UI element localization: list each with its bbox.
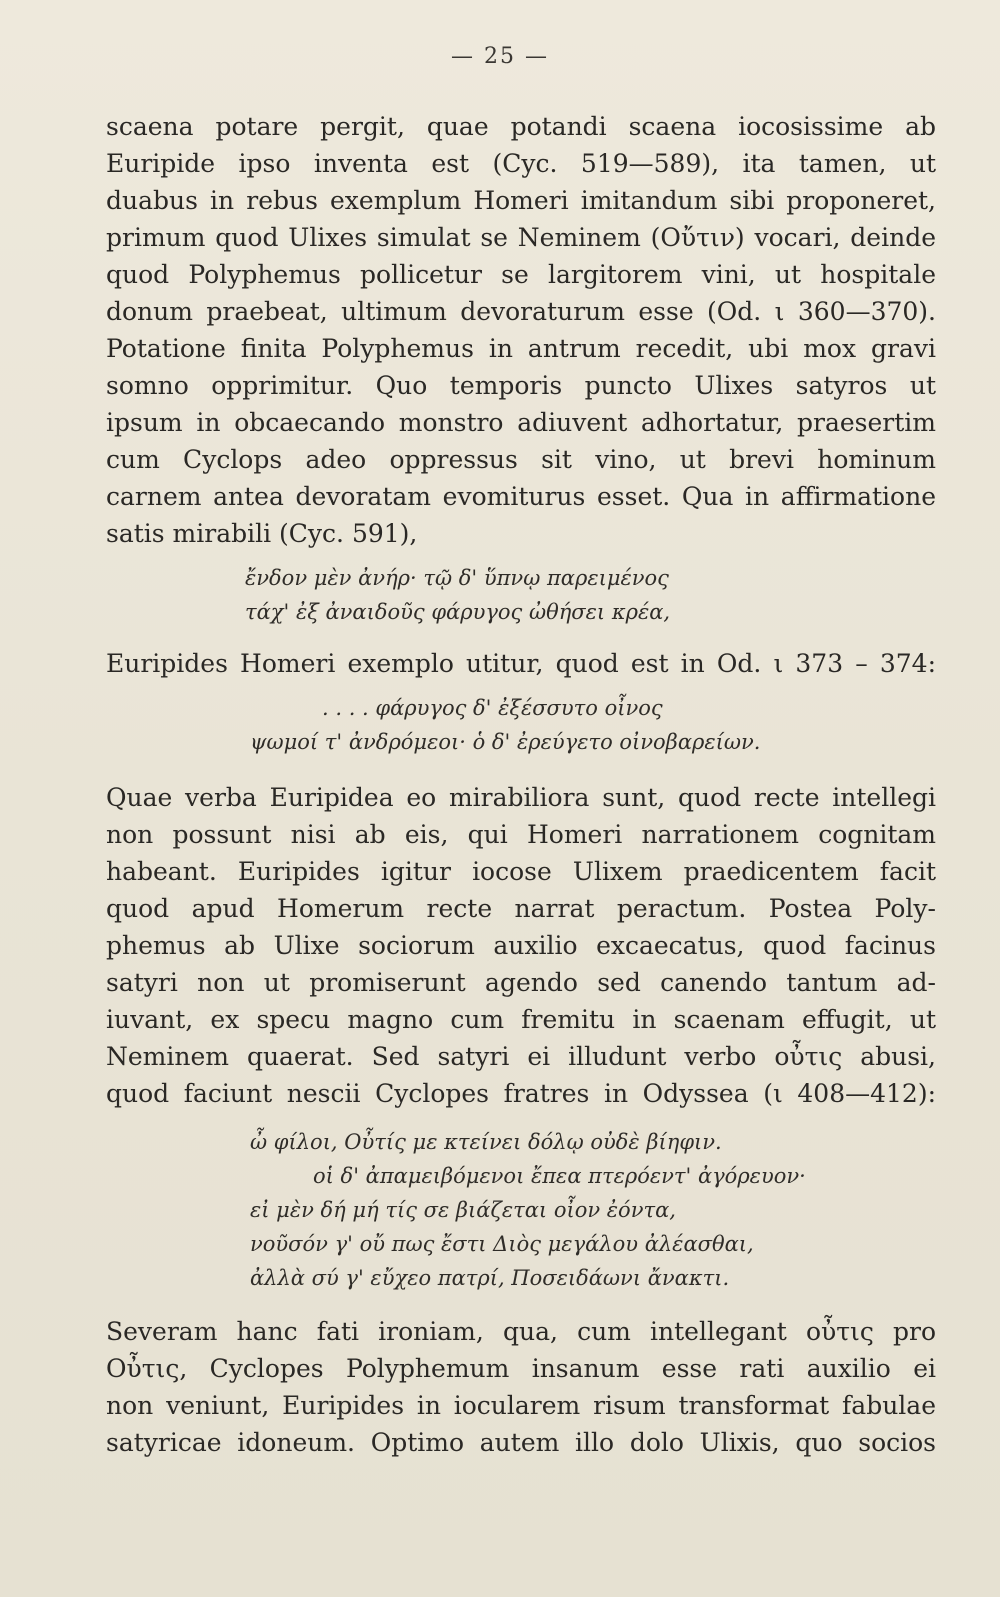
- text-line: donum praebeat, ultimum devoraturum esse (Od. ι 360—370).: [106, 297, 936, 326]
- text-line: quod faciunt nescii Cyclopes fratres in Odyssea (ι 408—412):: [106, 1079, 936, 1108]
- text-line: habeant. Euripides igitur iocose Ulixem praedicentem facit: [106, 857, 936, 886]
- text-line: scaena potare pergit, quae potandi scaena iocosissime ab: [106, 112, 936, 141]
- greek-quote-line: ἔνδον μὲν ἀνήρ· τῷ δ' ὕπνῳ παρειμένος: [245, 566, 669, 590]
- greek-quote-line: ὦ φίλοι, Οὖτίς με κτείνει δόλῳ οὐδὲ βίηφιν.: [250, 1130, 722, 1154]
- text-line: Οὖτις, Cyclopes Polyphemum insanum esse rati auxilio ei: [106, 1354, 936, 1383]
- text-line: cum Cyclops adeo oppressus sit vino, ut brevi hominum: [106, 445, 936, 474]
- text-line: Neminem quaerat. Sed satyri ei illudunt verbo οὖτις abusi,: [106, 1042, 936, 1071]
- text-line: satyricae idoneum. Optimo autem illo dolo Ulixis, quo socios: [106, 1428, 936, 1457]
- text-line: somno opprimitur. Quo temporis puncto Ulixes satyros ut: [106, 371, 936, 400]
- greek-quote-line: εἰ μὲν δή μή τίς σε βιάζεται οἶον ἐόντα,: [250, 1198, 676, 1222]
- text-line: satyri non ut promiserunt agendo sed canendo tantum ad-: [106, 968, 936, 997]
- text-line: Euripides Homeri exemplo utitur, quod est in Od. ι 373 – 374:: [106, 649, 936, 678]
- greek-quote-line: τάχ' ἐξ ἀναιδοῦς φάρυγος ὠθήσει κρέα,: [245, 600, 671, 624]
- text-line: carnem antea devoratam evomiturus esset. Qua in affirmatione: [106, 482, 936, 511]
- text-line: non possunt nisi ab eis, qui Homeri narrationem cognitam: [106, 820, 936, 849]
- text-line: duabus in rebus exemplum Homeri imitandum sibi proponeret,: [106, 186, 936, 215]
- page-number: — 25 —: [451, 44, 549, 69]
- greek-quote-line: νοῦσόν γ' οὔ πως ἔστι Διὸς μεγάλου ἀλέασθαι,: [250, 1232, 754, 1256]
- text-line: quod apud Homerum recte narrat peractum. Postea Poly-: [106, 894, 936, 923]
- text-line: Euripide ipso inventa est (Cyc. 519—589), ita tamen, ut: [106, 149, 936, 178]
- greek-quote-line: . . . . φάρυγος δ' ἐξέσσυτο οἶνος: [322, 696, 663, 720]
- greek-quote-line: οἱ δ' ἀπαμειβόμενοι ἔπεα πτερόεντ' ἀγόρευον·: [313, 1164, 806, 1188]
- text-line: satis mirabili (Cyc. 591),: [106, 519, 418, 548]
- text-line: Quae verba Euripidea eo mirabiliora sunt, quod recte intellegi: [106, 783, 936, 812]
- text-line: ipsum in obcaecando monstro adiuvent adhortatur, praesertim: [106, 408, 936, 437]
- greek-quote-line: ἀλλὰ σύ γ' εὔχεο πατρί, Ποσειδάωνι ἄνακτι.: [250, 1266, 730, 1290]
- text-line: non veniunt, Euripides in iocularem risum transformat fabulae: [106, 1391, 936, 1420]
- text-line: Potatione finita Polyphemus in antrum recedit, ubi mox gravi: [106, 334, 936, 363]
- text-line: quod Polyphemus pollicetur se largitorem vini, ut hospitale: [106, 260, 936, 289]
- greek-quote-line: ψωμοί τ' ἀνδρόμεοι· ὁ δ' ἐρεύγετο οἰνοβαρείων.: [250, 730, 761, 754]
- text-line: iuvant, ex specu magno cum fremitu in scaenam effugit, ut: [106, 1005, 936, 1034]
- text-line: Severam hanc fati ironiam, qua, cum intellegant οὖτις pro: [106, 1317, 936, 1346]
- text-line: phemus ab Ulixe sociorum auxilio excaecatus, quod facinus: [106, 931, 936, 960]
- text-line: primum quod Ulixes simulat se Neminem (Οὔτιν) vocari, deinde: [106, 223, 936, 252]
